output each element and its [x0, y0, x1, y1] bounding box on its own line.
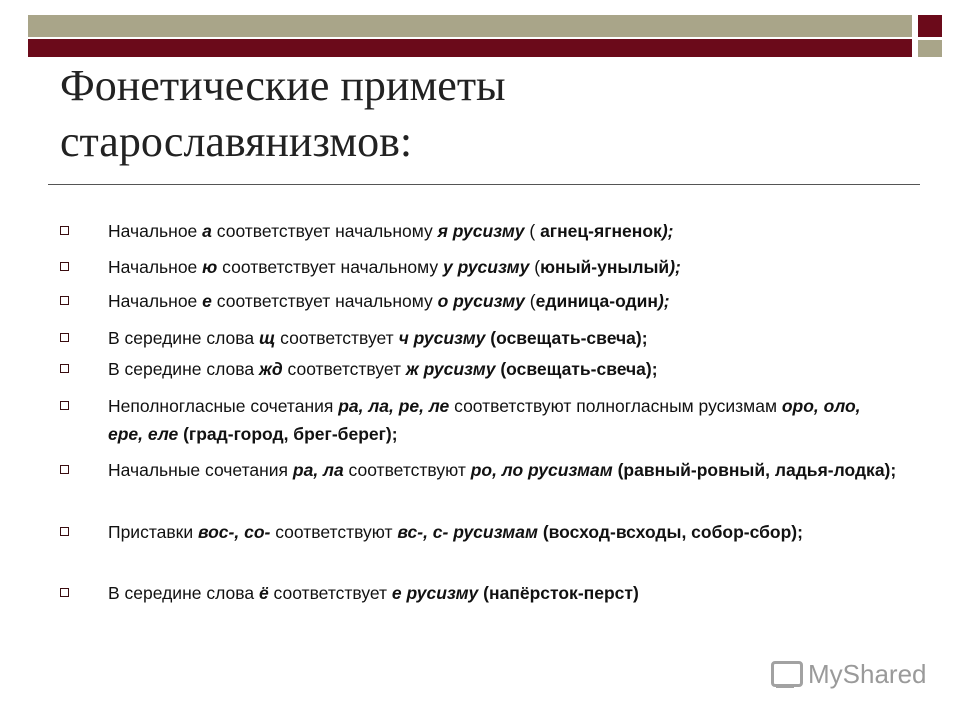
- text-run: ю: [202, 257, 218, 277]
- text-run: вс-, с- русизмам: [397, 522, 538, 542]
- list-item: [60, 217, 900, 245]
- text-run: о русизму: [437, 291, 525, 311]
- list-item: [60, 579, 900, 607]
- slide-title: Фонетические приметы старославянизмов:: [60, 61, 506, 166]
- text-run: ра, ла, ре, ле: [338, 396, 450, 416]
- text-run: (: [524, 221, 541, 241]
- list-item-text: [108, 217, 900, 245]
- text-run: Неполногласные сочетания: [108, 396, 339, 416]
- text-run: ч русизму: [398, 328, 486, 348]
- square-bullet-icon: [60, 296, 69, 305]
- text-run: ра, ла: [292, 460, 344, 480]
- list-item: [60, 518, 900, 546]
- text-run: е: [202, 291, 212, 311]
- square-bullet-icon: [60, 527, 69, 536]
- watermark: [768, 656, 927, 692]
- text-run: соответствует: [282, 359, 406, 379]
- text-run: жд: [258, 359, 283, 379]
- text-run: (освещать-свеча);: [500, 359, 658, 379]
- text-run: ро, ло русизмам: [470, 460, 613, 480]
- text-run: оро, оло, ере, еле: [108, 396, 861, 444]
- list-item: [60, 392, 900, 448]
- square-bullet-icon: [60, 262, 69, 271]
- text-run: (напёрсток-перст): [483, 583, 639, 603]
- text-run: (град-город, брег-берег);: [183, 424, 398, 444]
- list-item-text: [108, 355, 900, 383]
- text-run: Начальные сочетания: [108, 460, 293, 480]
- header-bar-divider: [28, 37, 912, 39]
- text-run: соответствуют: [343, 460, 471, 480]
- text-run: ж русизму: [405, 359, 496, 379]
- text-run: (равный-ровный, ладья-лодка);: [617, 460, 897, 480]
- corner-block-top: [918, 15, 942, 37]
- list-item-text: [108, 392, 900, 448]
- text-run: В середине слова: [108, 583, 259, 603]
- list-item: [60, 253, 900, 281]
- text-run: (освещать-свеча);: [490, 328, 648, 348]
- text-run: В середине слова: [108, 359, 259, 379]
- text-run: соответствует начальному: [211, 221, 438, 241]
- list-item-text: [108, 456, 900, 484]
- text-run: (восход-всходы, собор-сбор);: [542, 522, 803, 542]
- text-run: );: [669, 257, 681, 277]
- text-run: (: [529, 257, 541, 277]
- square-bullet-icon: [60, 588, 69, 597]
- title-underline: [48, 184, 920, 185]
- text-run: Начальное: [108, 291, 203, 311]
- text-run: соответствует: [275, 328, 399, 348]
- list-item-text: [108, 253, 900, 281]
- text-run: В середине слова: [108, 328, 259, 348]
- square-bullet-icon: [60, 465, 69, 474]
- text-run: );: [661, 221, 674, 241]
- text-run: а: [202, 221, 212, 241]
- list-item-text: [108, 579, 900, 607]
- text-run: соответствует начальному: [211, 291, 438, 311]
- text-run: я русизму: [437, 221, 525, 241]
- text-run: соответствуют полногласным русизмам: [449, 396, 782, 416]
- text-run: единица-один: [535, 291, 658, 311]
- watermark-text: MyShared: [808, 658, 927, 689]
- list-item: [60, 456, 900, 484]
- list-item: [60, 287, 900, 315]
- text-run: соответствует начальному: [217, 257, 443, 277]
- presentation-screen-icon: [768, 659, 802, 689]
- list-item-text: [108, 287, 900, 315]
- square-bullet-icon: [60, 364, 69, 373]
- text-run: Начальное: [108, 221, 203, 241]
- text-run: агнец-ягненок: [540, 221, 662, 241]
- corner-block-bottom: [918, 40, 942, 57]
- text-run: вос-, со-: [197, 522, 271, 542]
- text-run: щ: [258, 328, 276, 348]
- text-run: );: [657, 291, 670, 311]
- header-bar-top-stripe: [28, 15, 912, 37]
- square-bullet-icon: [60, 226, 69, 235]
- text-run: Приставки: [108, 522, 198, 542]
- list-item: [60, 324, 900, 352]
- text-run: Начальное: [108, 257, 203, 277]
- square-bullet-icon: [60, 333, 69, 342]
- text-run: ё: [258, 583, 269, 603]
- text-run: юный-унылый: [540, 257, 670, 277]
- list-item-text: [108, 518, 900, 546]
- text-run: е русизму: [391, 583, 479, 603]
- list-item: [60, 355, 900, 383]
- square-bullet-icon: [60, 401, 69, 410]
- text-run: соответствуют: [270, 522, 398, 542]
- list-item-text: [108, 324, 900, 352]
- text-run: у русизму: [442, 257, 530, 277]
- text-run: соответствует: [268, 583, 392, 603]
- text-run: (: [524, 291, 536, 311]
